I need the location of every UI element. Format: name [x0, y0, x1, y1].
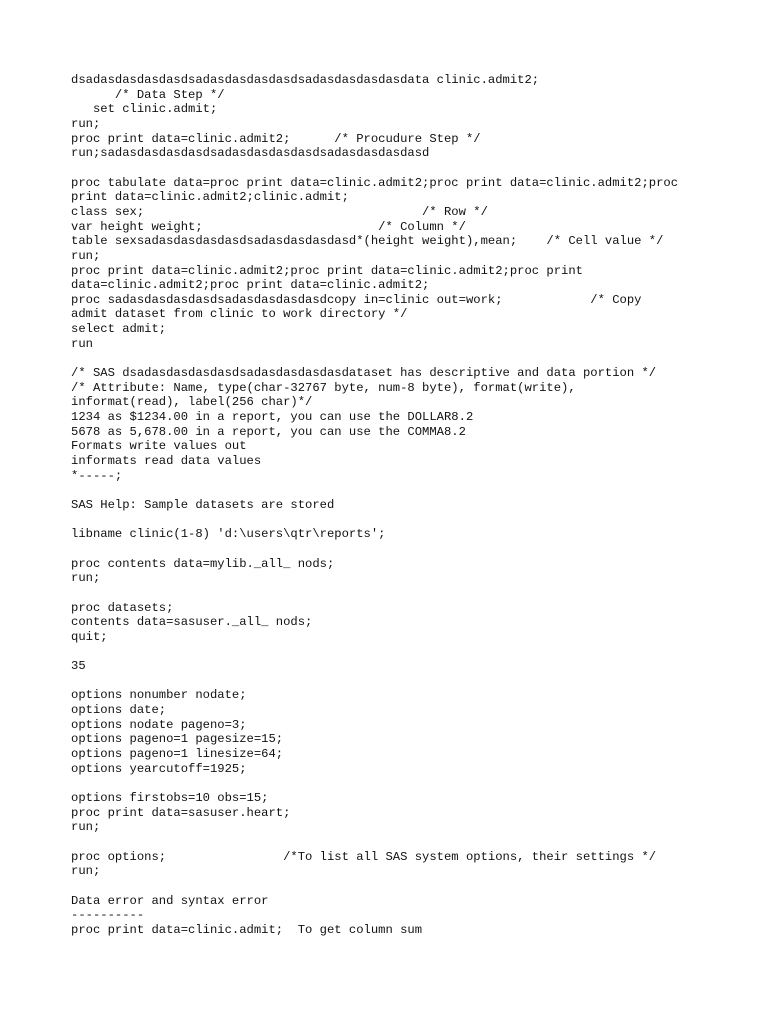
code-line: proc contents data=mylib._all_ nods; [71, 556, 335, 571]
code-line: print data=clinic.admit2;clinic.admit; [71, 190, 349, 205]
code-line: *-----; [71, 468, 123, 483]
code-line [71, 674, 731, 689]
code-line: table sexsadasdasdasdasdsadasdasdasdasd*(height weight),mean; /* Cell value */ [71, 234, 664, 249]
code-line: informat(read), label(256 char)*/ [71, 395, 313, 410]
code-line: 35 [71, 659, 86, 674]
code-line: run [71, 336, 93, 351]
code-line: proc sadasdasdasdasdsadasdasdasdasdcopy in=clinic out=work; /* Copy [71, 292, 642, 307]
code-line: proc options; /*To list all SAS system options, their settings */ [71, 849, 657, 864]
code-line: /* SAS dsadasdasdasdasdsadasdasdasdasdataset has descriptive and data portion */ [71, 366, 657, 381]
code-line: proc print data=clinic.admit2; /* Procudure Step */ [71, 131, 481, 146]
code-line: Formats write values out [71, 439, 247, 454]
code-line: select admit; [71, 322, 167, 337]
code-line: dsadasdasdasdasdsadasdasdasdasdsadasdasdasdasdata clinic.admit2; [71, 73, 540, 87]
code-line [71, 879, 731, 894]
code-line: run; [71, 864, 101, 879]
code-line: options nonumber nodate; [71, 688, 247, 703]
code-line: admit dataset from clinic to work directory */ [71, 307, 408, 322]
code-line: proc tabulate data=proc print data=clinic.admit2;proc print data=clinic.admit2;proc [71, 175, 679, 190]
code-line [71, 586, 731, 601]
code-line: options pageno=1 pagesize=15; [71, 732, 284, 747]
code-line: contents data=sasuser._all_ nods; [71, 615, 313, 630]
code-line [71, 351, 731, 366]
code-line: proc print data=clinic.admit2;proc print data=clinic.admit2;proc print [71, 263, 583, 278]
code-line [71, 645, 731, 660]
code-line [71, 483, 731, 498]
code-line: options firstobs=10 obs=15; [71, 791, 269, 806]
code-line: proc print data=clinic.admit; To get column sum [71, 922, 423, 937]
code-line [71, 542, 731, 557]
code-line: /* Data Step */ [71, 87, 225, 102]
code-line: Data error and syntax error [71, 893, 269, 908]
code-line [71, 835, 731, 850]
code-line: run; [71, 571, 101, 586]
code-line: run;sadasdasdasdasdsadasdasdasdasdsadasdasdasdasd [71, 146, 430, 161]
code-line: run; [71, 116, 101, 131]
code-line [71, 161, 731, 176]
code-line: class sex; /* Row */ [71, 204, 488, 219]
code-line: set clinic.admit; [71, 102, 218, 117]
code-line: quit; [71, 629, 108, 644]
code-line [71, 776, 731, 791]
code-line: proc print data=sasuser.heart; [71, 805, 291, 820]
code-line: proc datasets; [71, 600, 174, 615]
code-line: options pageno=1 linesize=64; [71, 747, 284, 762]
code-line: 5678 as 5,678.00 in a report, you can use the COMMA8.2 [71, 424, 466, 439]
code-line: run; [71, 820, 101, 835]
code-line: libname clinic(1-8) 'd:\users\qtr\reports'; [71, 527, 386, 542]
code-line: 1234 as $1234.00 in a report, you can use the DOLLAR8.2 [71, 410, 474, 425]
code-line [71, 513, 731, 528]
code-line: var height weight; /* Column */ [71, 219, 466, 234]
code-line: SAS Help: Sample datasets are stored [71, 497, 335, 512]
code-line: options nodate pageno=3; [71, 717, 247, 732]
code-line: ---------- [71, 908, 145, 923]
code-line: options date; [71, 703, 167, 718]
code-line: informats read data values [71, 454, 262, 469]
code-line: run; [71, 248, 101, 263]
code-line: options yearcutoff=1925; [71, 761, 247, 776]
document-page [71, 73, 731, 938]
code-line: /* Attribute: Name, type(char-32767 byte, num-8 byte), format(write), [71, 380, 576, 395]
code-line: data=clinic.admit2;proc print data=clinic.admit2; [71, 278, 430, 293]
